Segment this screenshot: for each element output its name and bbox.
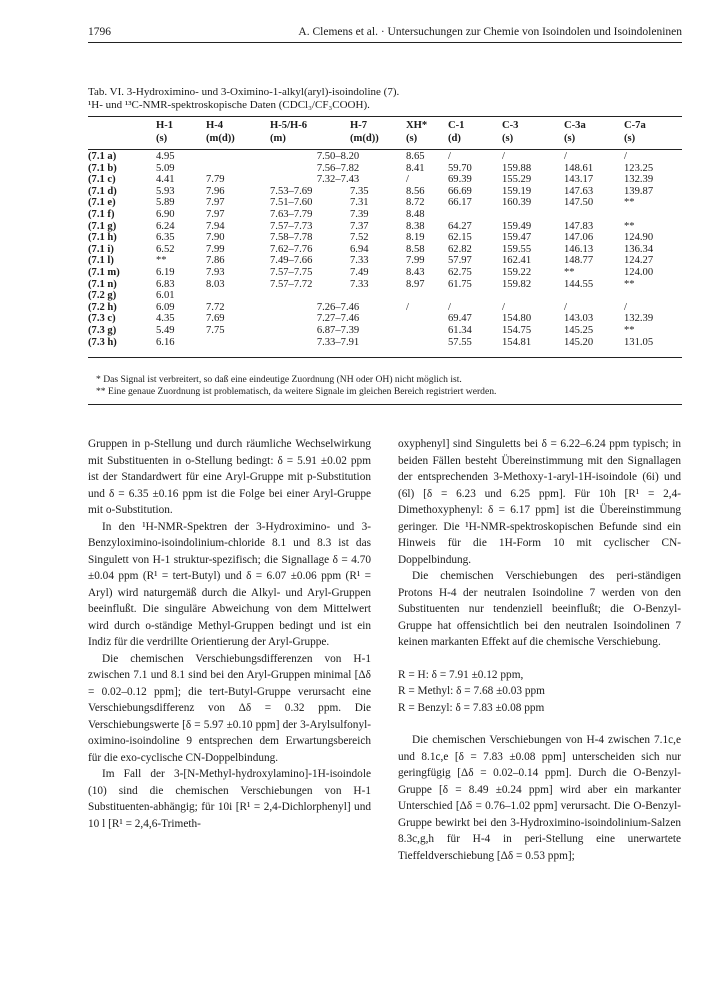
- table-cell: 7.49: [350, 266, 369, 278]
- table-cell: [206, 163, 270, 175]
- table-cell: 6.16: [156, 336, 175, 348]
- table-cell: 4.95: [156, 151, 175, 162]
- table-cell: 132.39: [624, 174, 654, 186]
- table-cell: /: [564, 151, 567, 162]
- table-cell: 124.27: [624, 255, 654, 267]
- table-row: [88, 337, 682, 349]
- running-title: A. Clemens et al. · Untersuchungen zur Chemie von Isoindolen und Isoindoleninen: [298, 26, 682, 38]
- table-cell: 145.20: [564, 336, 594, 348]
- table-row: [88, 197, 682, 209]
- table-cell: 66.69: [448, 185, 472, 197]
- table-cell: 7.31: [350, 197, 369, 209]
- table-cell: 61.34: [448, 324, 472, 336]
- table-cell: 159.49: [502, 220, 532, 232]
- table-cell: 7.63–7.79: [270, 208, 313, 220]
- table-cell: 148.61: [564, 162, 594, 174]
- table-cell: 59.70: [448, 162, 472, 174]
- header-cell: C-1: [448, 120, 465, 131]
- table-cell: 62.75: [448, 266, 472, 278]
- running-head: [88, 24, 682, 43]
- table-cell: 7.69: [206, 313, 225, 325]
- table-cell: 160.39: [502, 197, 532, 209]
- table-row: [88, 186, 682, 198]
- table-cell: 146.13: [564, 243, 594, 255]
- table-cell: [448, 290, 502, 302]
- table-cell: 8.97: [406, 278, 425, 290]
- table-row: [88, 279, 682, 291]
- table-cell: 7.97: [206, 208, 225, 220]
- table-cell: /: [448, 301, 451, 313]
- table-cell: 154.81: [502, 336, 532, 348]
- table-cell: 132.39: [624, 313, 654, 325]
- paragraph: Die chemischen Verschiebungsdifferenzen von H-1 zwischen 7.1 und 8.1 sind bei den Aryl-Gruppen minimal [Δδ = 0.02–0.12 ppm]; die tert-Butyl-Gruppe verursacht eine Verschiebungsdifferenz von Δδ = 0.32 ppm. Die Verschiebungswerte [δ = 5.97 ±0.10 ppm] der 3-Arylsulfonyl-oximino-isoindoline 9 entsprechen dem Erwartungsbereich für die exo-cyclische CN-Doppelbindung.: [88, 652, 371, 764]
- row-label: (7.1 f): [88, 208, 115, 220]
- table-cell: 8.48: [406, 208, 425, 220]
- table-cell: [448, 209, 502, 221]
- table-row: [88, 267, 682, 279]
- table-cell: [206, 290, 406, 302]
- table-cell: [502, 290, 564, 302]
- table-cell: 7.57–7.75: [270, 266, 313, 278]
- table-cell: 7.50–8.20: [316, 151, 360, 162]
- row-label: (7.1 e): [88, 197, 116, 209]
- table-cell: /: [502, 301, 505, 313]
- table-header-rule: [88, 149, 682, 150]
- row-label: (7.2 h): [88, 301, 117, 313]
- table-cell: 7.75: [206, 324, 225, 336]
- table-cell: **: [624, 324, 635, 336]
- row-label: (7.3 h): [88, 336, 117, 348]
- nmr-data-table: [88, 120, 682, 348]
- table-cell: [206, 151, 270, 163]
- table-cell: /: [624, 301, 627, 313]
- table-cell: 123.25: [624, 162, 654, 174]
- table-cell: [406, 290, 448, 302]
- table-cell: 62.82: [448, 243, 472, 255]
- table-cell: 147.06: [564, 232, 594, 244]
- table-cell: 6.83: [156, 278, 175, 290]
- row-label: (7.1 g): [88, 220, 117, 232]
- table-footnote-2: ** Eine genaue Zuordnung ist problematisch, da weitere Signale im gleichen Bereich registriert werden.: [96, 386, 497, 397]
- table-cell: 57.97: [448, 255, 472, 267]
- table-cell: 159.55: [502, 243, 532, 255]
- table-cell: [624, 290, 682, 302]
- header-cell: (s): [564, 132, 576, 144]
- table-cell: 7.26–7.46: [316, 301, 360, 313]
- table-cell: 159.19: [502, 185, 532, 197]
- table-row: [88, 221, 682, 233]
- header-cell: [88, 120, 156, 133]
- table-cell: /: [406, 301, 409, 313]
- table-cell: [406, 313, 448, 325]
- table-top-rule: [88, 116, 682, 117]
- table-row: [88, 255, 682, 267]
- table-row: [88, 244, 682, 256]
- header-cell: (m): [270, 132, 286, 144]
- header-cell: H-5/H-6: [270, 120, 308, 131]
- table-cell: 124.00: [624, 266, 654, 278]
- table-cell: 159.88: [502, 162, 532, 174]
- table-cell: 7.52: [350, 232, 369, 244]
- table-cell: 7.33: [350, 255, 369, 267]
- table-row: [88, 313, 682, 325]
- row-label: (7.1 n): [88, 278, 117, 290]
- table-row: [88, 325, 682, 337]
- table-cell: 5.09: [156, 162, 175, 174]
- header-cell: C-3a: [564, 120, 586, 131]
- table-cell: 143.03: [564, 313, 594, 325]
- table-cell: 7.90: [206, 232, 225, 244]
- table-cell: 62.15: [448, 232, 472, 244]
- table-cell: 8.72: [406, 197, 425, 209]
- table-cell: 66.17: [448, 197, 472, 209]
- formula-line: R = H: δ = 7.91 ±0.12 ppm,: [398, 668, 524, 681]
- table-row: [88, 151, 682, 163]
- table-cell: 145.25: [564, 324, 594, 336]
- table-cell: 61.75: [448, 278, 472, 290]
- table-cell: 7.57–7.73: [270, 220, 313, 232]
- table-cell: 159.82: [502, 278, 532, 290]
- header-cell: C-7a: [624, 120, 646, 131]
- row-label: (7.1 b): [88, 162, 117, 174]
- table-cell: /: [448, 151, 451, 162]
- table-cell: 6.87–7.39: [316, 324, 360, 336]
- table-cell: [564, 209, 624, 221]
- table-cell: 154.75: [502, 324, 532, 336]
- formula-line: R = Methyl: δ = 7.68 ±0.03 ppm: [398, 685, 545, 697]
- table-cell: 8.41: [406, 162, 425, 174]
- row-label: (7.1 a): [88, 151, 117, 162]
- table-cell: 7.56–7.82: [316, 162, 360, 174]
- paragraph: oxyphenyl] sind Singuletts bei δ = 6.22–6.24 ppm typisch; in beiden Fällen besteht Übereinstimmung mit den Signallagen der entsprechenden 3-Methoxy-1-aryl-1H-isoindole (6i) und (6l) [δ = 6.23 und 6.25 ppm]. Für 10h [R¹ = 2,4-Dimethoxyphenyl: δ = 6.17 ppm] ist die Übereinstimmung geringer. Die ¹H-NMR-spektroskopischen Befunde sind ein Hinweis für die 1H-Form 10 mit cyclischer CN-Doppelbindung.: [398, 438, 681, 566]
- header-cell: (s): [156, 132, 168, 144]
- table-cell: 144.55: [564, 278, 594, 290]
- table-cell: 7.62–7.76: [270, 243, 313, 255]
- table-cell: 7.86: [206, 255, 225, 267]
- row-label: (7.1 m): [88, 266, 120, 278]
- table-cell: 7.33–7.91: [316, 336, 360, 348]
- table-cell: 159.22: [502, 266, 532, 278]
- paragraph: Gruppen in p-Stellung und durch räumliche Wechselwirkung mit Substituenten in o-Stellung bedingt: δ = 5.91 ±0.02 ppm ist der Standardwert für eine Aryl-Gruppe mit p-Substitution und δ = 6.35 ±0.16 ppm ist die Folge bei einer Aryl-Gruppe mit o-Substitution.: [88, 438, 371, 516]
- paragraph: Im Fall der 3-[N-Methyl-hydroxylamino]-1H-isoindole (10) sind die chemischen Verschiebungen von H-1 Substituenten-abhängig; für 10i [R¹ = 2,4-Dichlorphenyl] und 10 l [R¹ = 2,4,6-Trimeth-: [88, 768, 371, 830]
- table-cell: 6.90: [156, 208, 175, 220]
- table-cell: 147.83: [564, 220, 594, 232]
- table-cell: 139.87: [624, 185, 654, 197]
- row-label: (7.3 c): [88, 313, 116, 325]
- table-cell: 57.55: [448, 336, 472, 348]
- table-cell: **: [624, 220, 635, 232]
- table-cell: 7.99: [206, 243, 225, 255]
- table-cell: 6.01: [156, 290, 175, 302]
- table-row: [88, 209, 682, 221]
- table-cell: 147.63: [564, 185, 594, 197]
- table-cell: 5.93: [156, 185, 175, 197]
- table-cell: 5.89: [156, 197, 175, 209]
- table-cell: 7.93: [206, 266, 225, 278]
- table-cell: 6.24: [156, 220, 175, 232]
- table-cell: [564, 290, 624, 302]
- table-caption-line-1: Tab. VI. 3-Hydroximino- und 3-Oximino-1-alkyl(aryl)-isoindoline (7).: [88, 86, 400, 98]
- table-cell: 4.35: [156, 313, 175, 325]
- header-cell: C-3: [502, 120, 519, 131]
- table-cell: **: [624, 197, 635, 209]
- table-cell: [206, 337, 270, 349]
- table-cell: 7.49–7.66: [270, 255, 313, 267]
- table-cell: 7.39: [350, 208, 369, 220]
- table-cell: [624, 209, 682, 221]
- table-cell: 5.49: [156, 324, 175, 336]
- table-cell: [502, 209, 564, 221]
- table-cell: 8.65: [406, 151, 425, 162]
- header-cell: (m(d)): [206, 132, 235, 144]
- table-cell: **: [564, 266, 575, 278]
- table-row: [88, 174, 682, 186]
- header-cell: (s): [624, 132, 636, 144]
- table-cell: 7.58–7.78: [270, 232, 313, 244]
- row-label: (7.2 g): [88, 290, 117, 302]
- formula-line: R = Benzyl: δ = 7.83 ±0.08 ppm: [398, 701, 545, 714]
- table-cell: 162.41: [502, 255, 532, 267]
- footnote-rule: [88, 404, 682, 405]
- header-cell: XH*: [406, 120, 428, 131]
- row-label: (7.1 l): [88, 255, 114, 267]
- table-cell: 6.09: [156, 301, 175, 313]
- table-cell: 69.47: [448, 313, 472, 325]
- header-cell: (s): [502, 132, 514, 144]
- table-cell: 7.32–7.43: [316, 174, 360, 186]
- table-cell: **: [624, 278, 635, 290]
- table-cell: 8.43: [406, 266, 425, 278]
- table-row: [88, 232, 682, 244]
- paragraph: Die chemischen Verschiebungen von H-4 zwischen 7.1c,e und 8.1c,e [δ = 7.83 ±0.08 ppm] unterscheiden sich nur geringfügig [Δδ = 0.02–0.14 ppm]. Durch die O-Benzyl-Gruppe [δ = 8.49 ±0.24 ppm] wird aber ein markanter Unterschied [Δδ = 0.76–1.02 ppm] verursacht. Die O-Benzyl-Gruppe bewirkt bei den 3-Hydroximino-isoindolinium-Salzen 8.3c,g,h für H-4 in peri-Stellung eine unerwartete Tieffeldverschiebung [Δδ = 0.53 ppm];: [398, 734, 681, 862]
- table-cell: 64.27: [448, 220, 472, 232]
- table-cell: 7.96: [206, 185, 225, 197]
- table-cell: 131.05: [624, 336, 654, 348]
- row-label: (7.3 g): [88, 324, 117, 336]
- table-cell: /: [564, 301, 567, 313]
- table-cell: 8.19: [406, 232, 425, 244]
- table-cell: 7.99: [406, 255, 425, 267]
- table-cell: 7.53–7.69: [270, 185, 313, 197]
- table-cell: [406, 337, 448, 349]
- right-column: [398, 436, 681, 864]
- header-cell: H-1: [156, 120, 174, 131]
- table-cell: 155.29: [502, 174, 532, 186]
- paragraph: Die chemischen Verschiebungen des peri-ständigen Protons H-4 der neutralen Isoindoline 7 werden von den Substituenten nur tendenziell beeinflußt; die O-Benzyl-Gruppe hat offensichtlich bei den neutralen Isoindolinen 7 keinen markanten Effekt auf die chemische Verschiebung.: [398, 570, 681, 648]
- row-label: (7.1 h): [88, 232, 117, 244]
- table-cell: 7.51–7.60: [270, 197, 313, 209]
- table-cell: 6.35: [156, 232, 175, 244]
- table-cell: [406, 325, 448, 337]
- row-label: (7.1 c): [88, 174, 116, 186]
- header-cell: (s): [406, 132, 418, 144]
- table-cell: 7.72: [206, 301, 225, 313]
- table-cell: 7.27–7.46: [316, 313, 360, 325]
- header-cell: [88, 133, 156, 146]
- table-cell: 7.97: [206, 197, 225, 209]
- table-cell: /: [406, 174, 409, 186]
- header-cell: H-4: [206, 120, 224, 131]
- table-row: [88, 302, 682, 314]
- table-cell: 8.56: [406, 185, 425, 197]
- table-cell: 8.58: [406, 243, 425, 255]
- table-cell: 148.77: [564, 255, 594, 267]
- table-cell: 154.80: [502, 313, 532, 325]
- table-cell: 7.79: [206, 174, 225, 186]
- table-bottom-rule: [88, 357, 682, 358]
- table-cell: 7.57–7.72: [270, 278, 313, 290]
- header-cell: (m(d)): [350, 132, 379, 144]
- header-cell: (d): [448, 132, 461, 144]
- table-header-row: [88, 133, 682, 146]
- table-header-row: [88, 120, 682, 133]
- table-cell: 7.35: [350, 185, 369, 197]
- table-cell: 136.34: [624, 243, 654, 255]
- table-row: [88, 163, 682, 175]
- table-footnote-1: * Das Signal ist verbreitert, so daß eine eindeutige Zuordnung (NH oder OH) nicht möglich ist.: [96, 374, 462, 385]
- table-cell: 124.90: [624, 232, 654, 244]
- table-cell: 147.50: [564, 197, 594, 209]
- paragraph: In den ¹H-NMR-Spektren der 3-Hydroximino- und 3-Benzyloximino-isoindolinium-chloride 8.1 und 8.3 ist das Singulett von H-1 struktur-spezifisch; die Signallage δ = 4.70 ±0.04 ppm (R¹ = tert-Butyl) und δ = 6.07 ±0.06 ppm (R¹ = Aryl) wird naturgemäß durch die Alkyl- und Aryl-Gruppen beeinflußt. Die singuläre Abweichung von dem Mittelwert wird durch o-ständige Methyl-Gruppen bedingt und ist ein Indiz für die verdrillte Orientierung der Aryl-Gruppe.: [88, 520, 371, 648]
- table-cell: /: [624, 151, 627, 162]
- left-column: [88, 436, 371, 832]
- table-cell: 4.41: [156, 174, 175, 186]
- header-cell: H-7: [350, 120, 368, 131]
- table-cell: 143.17: [564, 174, 594, 186]
- table-cell: 8.03: [206, 278, 225, 290]
- table-cell: 7.33: [350, 278, 369, 290]
- page-number: 1796: [88, 26, 111, 38]
- table-cell: 8.38: [406, 220, 425, 232]
- table-cell: 159.47: [502, 232, 532, 244]
- table-cell: /: [502, 151, 505, 162]
- row-label: (7.1 d): [88, 185, 117, 197]
- table-cell: 7.37: [350, 220, 369, 232]
- table-cell: **: [156, 255, 167, 267]
- table-caption-line-2: ¹H- und ¹³C-NMR-spektroskopische Daten (CDCl₃/CF₃COOH).: [88, 99, 370, 111]
- table-cell: 6.19: [156, 266, 175, 278]
- table-cell: 6.94: [350, 243, 369, 255]
- table-cell: 7.94: [206, 220, 225, 232]
- table-caption: [88, 86, 682, 112]
- table-cell: 69.39: [448, 174, 472, 186]
- table-row: [88, 290, 682, 302]
- row-label: (7.1 i): [88, 243, 114, 255]
- table-cell: 6.52: [156, 243, 175, 255]
